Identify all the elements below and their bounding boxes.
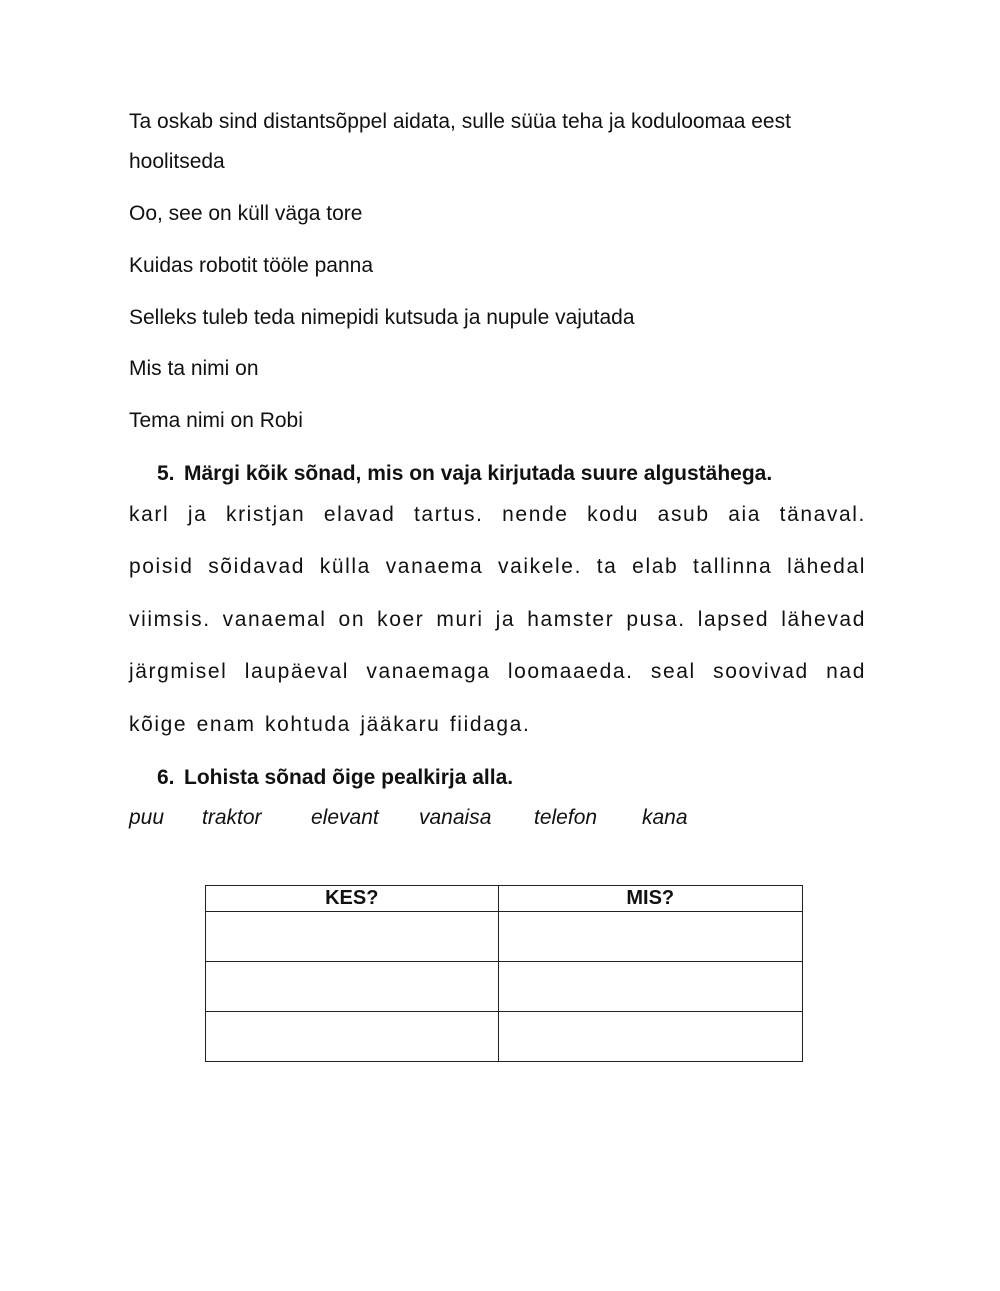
task5-text-line[interactable]: poisid sõidavad külla vanaema vaikele. ta elab tallinna lähedal [129, 555, 866, 578]
table-row [206, 962, 803, 1012]
table-row [206, 912, 803, 962]
table-header-row [206, 886, 803, 912]
task6-number: 6. [157, 766, 175, 789]
draggable-word-elevant[interactable]: elevant [311, 806, 379, 829]
draggable-word-puu[interactable]: puu [129, 806, 165, 829]
drop-zone-kes[interactable] [206, 1012, 499, 1062]
dialogue-line: Kuidas robotit tööle panna [129, 254, 374, 277]
draggable-word-vanaisa[interactable]: vanaisa [419, 806, 492, 829]
drop-zone-mis[interactable] [498, 962, 802, 1012]
task5-text-line[interactable]: viimsis. vanaemal on koer muri ja hamster pusa. lapsed lähevad [129, 608, 866, 631]
draggable-word-kana[interactable]: kana [642, 806, 688, 829]
dialogue-line: Tema nimi on Robi [129, 409, 303, 432]
column-header-kes: KES? [206, 886, 499, 912]
task5-title: Märgi kõik sõnad, mis on vaja kirjutada suure algustähega. [184, 462, 773, 485]
dialogue-line: Ta oskab sind distantsõppel aidata, sulle süüa teha ja koduloomaa eest [129, 110, 791, 133]
dialogue-line: Selleks tuleb teda nimepidi kutsuda ja nupule vajutada [129, 306, 635, 329]
task6-title: Lohista sõnad õige pealkirja alla. [184, 766, 514, 789]
draggable-word-traktor[interactable]: traktor [202, 806, 262, 829]
dialogue-line: hoolitseda [129, 150, 225, 173]
dialogue-line: Oo, see on küll väga tore [129, 202, 363, 225]
drop-zone-kes[interactable] [206, 962, 499, 1012]
sorting-table [205, 885, 803, 1062]
draggable-word-telefon[interactable]: telefon [534, 806, 598, 829]
task6-heading [157, 766, 513, 790]
task5-heading [157, 462, 772, 486]
task5-text-line[interactable]: karl ja kristjan elavad tartus. nende kodu asub aia tänaval. [129, 503, 866, 526]
drop-zone-kes[interactable] [206, 912, 499, 962]
task5-number: 5. [157, 462, 175, 485]
task5-text-line[interactable]: järgmisel laupäeval vanaemaga loomaaeda. seal soovivad nad [129, 660, 866, 683]
task5-text-line[interactable]: kõige enam kohtuda jääkaru fiidaga. [129, 713, 531, 736]
dialogue-line: Mis ta nimi on [129, 357, 259, 380]
drop-zone-mis[interactable] [498, 1012, 802, 1062]
drop-zone-mis[interactable] [498, 912, 802, 962]
table-row [206, 1012, 803, 1062]
column-header-mis: MIS? [498, 886, 802, 912]
